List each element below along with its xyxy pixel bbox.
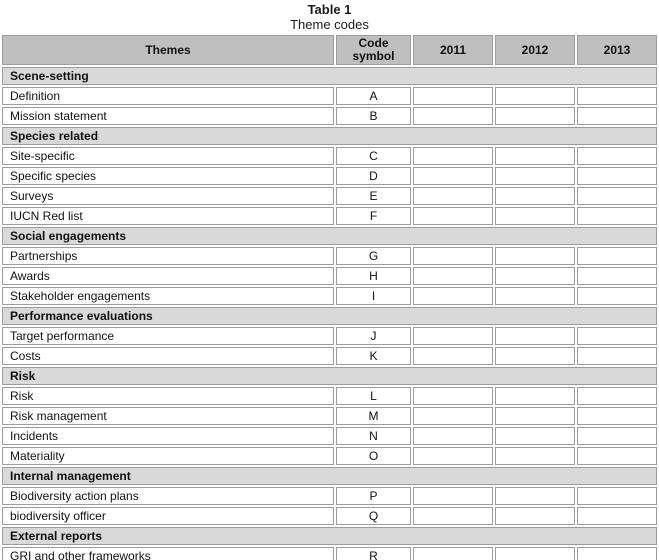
theme-cell: Biodiversity action plans: [2, 487, 334, 505]
theme-cell: GRI and other frameworks: [2, 547, 334, 560]
year-cell-2013: [577, 147, 657, 165]
year-cell-2011: [413, 547, 493, 560]
year-cell-2012: [495, 287, 575, 305]
year-cell-2011: [413, 87, 493, 105]
year-cell-2013: [577, 107, 657, 125]
year-cell-2011: [413, 267, 493, 285]
year-cell-2011: [413, 427, 493, 445]
theme-cell: Materiality: [2, 447, 334, 465]
year-cell-2013: [577, 547, 657, 560]
section-row: [2, 67, 657, 85]
year-cell-2013: [577, 207, 657, 225]
year-cell-2012: [495, 347, 575, 365]
year-cell-2012: [495, 507, 575, 525]
table-header: [2, 35, 657, 65]
code-symbol-cell: A: [336, 87, 411, 105]
year-cell-2012: [495, 447, 575, 465]
theme-cell: Site-specific: [2, 147, 334, 165]
year-cell-2011: [413, 287, 493, 305]
theme-cell: Stakeholder engagements: [2, 287, 334, 305]
code-symbol-cell: M: [336, 407, 411, 425]
theme-cell: Incidents: [2, 427, 334, 445]
section-row: [2, 467, 657, 485]
year-cell-2012: [495, 167, 575, 185]
section-label: Species related: [2, 127, 657, 145]
year-cell-2012: [495, 547, 575, 560]
year-cell-2011: [413, 447, 493, 465]
year-cell-2013: [577, 487, 657, 505]
section-row: [2, 127, 657, 145]
year-cell-2012: [495, 327, 575, 345]
theme-cell: Target performance: [2, 327, 334, 345]
year-cell-2013: [577, 247, 657, 265]
year-cell-2011: [413, 187, 493, 205]
code-symbol-cell: H: [336, 267, 411, 285]
table-row: [2, 147, 657, 165]
theme-cell: Definition: [2, 87, 334, 105]
year-cell-2012: [495, 247, 575, 265]
header-row: [2, 35, 657, 65]
year-cell-2011: [413, 147, 493, 165]
table-row: [2, 267, 657, 285]
year-cell-2011: [413, 407, 493, 425]
section-row: [2, 527, 657, 545]
code-symbol-cell: Q: [336, 507, 411, 525]
year-cell-2013: [577, 287, 657, 305]
year-cell-2011: [413, 507, 493, 525]
year-cell-2013: [577, 387, 657, 405]
table-subtitle: Theme codes: [290, 17, 369, 32]
year-cell-2013: [577, 267, 657, 285]
table-row: [2, 247, 657, 265]
year-cell-2012: [495, 207, 575, 225]
year-cell-2013: [577, 347, 657, 365]
year-cell-2013: [577, 407, 657, 425]
section-label: Internal management: [2, 467, 657, 485]
table-row: [2, 347, 657, 365]
section-row: [2, 367, 657, 385]
table-row: [2, 287, 657, 305]
theme-cell: Costs: [2, 347, 334, 365]
code-symbol-cell: K: [336, 347, 411, 365]
section-label: External reports: [2, 527, 657, 545]
table-row: [2, 507, 657, 525]
table-row: [2, 187, 657, 205]
section-label: Scene-setting: [2, 67, 657, 85]
code-symbol-cell: I: [336, 287, 411, 305]
year-cell-2011: [413, 327, 493, 345]
code-symbol-cell: P: [336, 487, 411, 505]
table-row: [2, 327, 657, 345]
code-symbol-cell: F: [336, 207, 411, 225]
table-row: [2, 487, 657, 505]
table-row: [2, 167, 657, 185]
year-cell-2012: [495, 87, 575, 105]
year-cell-2013: [577, 507, 657, 525]
table-row: [2, 87, 657, 105]
theme-cell: Specific species: [2, 167, 334, 185]
code-symbol-cell: L: [336, 387, 411, 405]
table-caption: [0, 0, 659, 32]
table-row: [2, 547, 657, 560]
table-row: [2, 207, 657, 225]
table-title: Table 1: [307, 2, 352, 17]
code-symbol-cell: C: [336, 147, 411, 165]
year-cell-2012: [495, 147, 575, 165]
year-cell-2011: [413, 487, 493, 505]
theme-cell: Surveys: [2, 187, 334, 205]
theme-cell: Risk: [2, 387, 334, 405]
theme-cell: IUCN Red list: [2, 207, 334, 225]
year-cell-2013: [577, 447, 657, 465]
theme-cell: Awards: [2, 267, 334, 285]
year-cell-2011: [413, 107, 493, 125]
column-header-2011: 2011: [413, 35, 493, 65]
year-cell-2012: [495, 187, 575, 205]
column-header-code-symbol: Code symbol: [336, 35, 411, 65]
code-symbol-cell: B: [336, 107, 411, 125]
code-symbol-cell: E: [336, 187, 411, 205]
year-cell-2012: [495, 427, 575, 445]
theme-cell: Mission statement: [2, 107, 334, 125]
code-symbol-cell: O: [336, 447, 411, 465]
theme-cell: Risk management: [2, 407, 334, 425]
year-cell-2012: [495, 387, 575, 405]
column-header-2012: 2012: [495, 35, 575, 65]
year-cell-2013: [577, 187, 657, 205]
theme-cell: biodiversity officer: [2, 507, 334, 525]
table-row: [2, 427, 657, 445]
column-header-2013: 2013: [577, 35, 657, 65]
year-cell-2011: [413, 347, 493, 365]
section-label: Risk: [2, 367, 657, 385]
year-cell-2013: [577, 427, 657, 445]
column-header-themes: Themes: [2, 35, 334, 65]
section-label: Performance evaluations: [2, 307, 657, 325]
theme-cell: Partnerships: [2, 247, 334, 265]
section-label: Social engagements: [2, 227, 657, 245]
code-symbol-cell: J: [336, 327, 411, 345]
section-row: [2, 227, 657, 245]
year-cell-2011: [413, 167, 493, 185]
table-row: [2, 387, 657, 405]
year-cell-2013: [577, 327, 657, 345]
code-symbol-cell: D: [336, 167, 411, 185]
code-symbol-cell: N: [336, 427, 411, 445]
theme-codes-table: [0, 33, 659, 560]
year-cell-2012: [495, 107, 575, 125]
table-row: [2, 407, 657, 425]
table-row: [2, 447, 657, 465]
year-cell-2012: [495, 267, 575, 285]
code-symbol-cell: R: [336, 547, 411, 560]
year-cell-2011: [413, 387, 493, 405]
year-cell-2012: [495, 487, 575, 505]
code-symbol-cell: G: [336, 247, 411, 265]
year-cell-2012: [495, 407, 575, 425]
year-cell-2013: [577, 87, 657, 105]
year-cell-2011: [413, 247, 493, 265]
section-row: [2, 307, 657, 325]
table-row: [2, 107, 657, 125]
year-cell-2011: [413, 207, 493, 225]
table-body: [2, 67, 657, 560]
year-cell-2013: [577, 167, 657, 185]
